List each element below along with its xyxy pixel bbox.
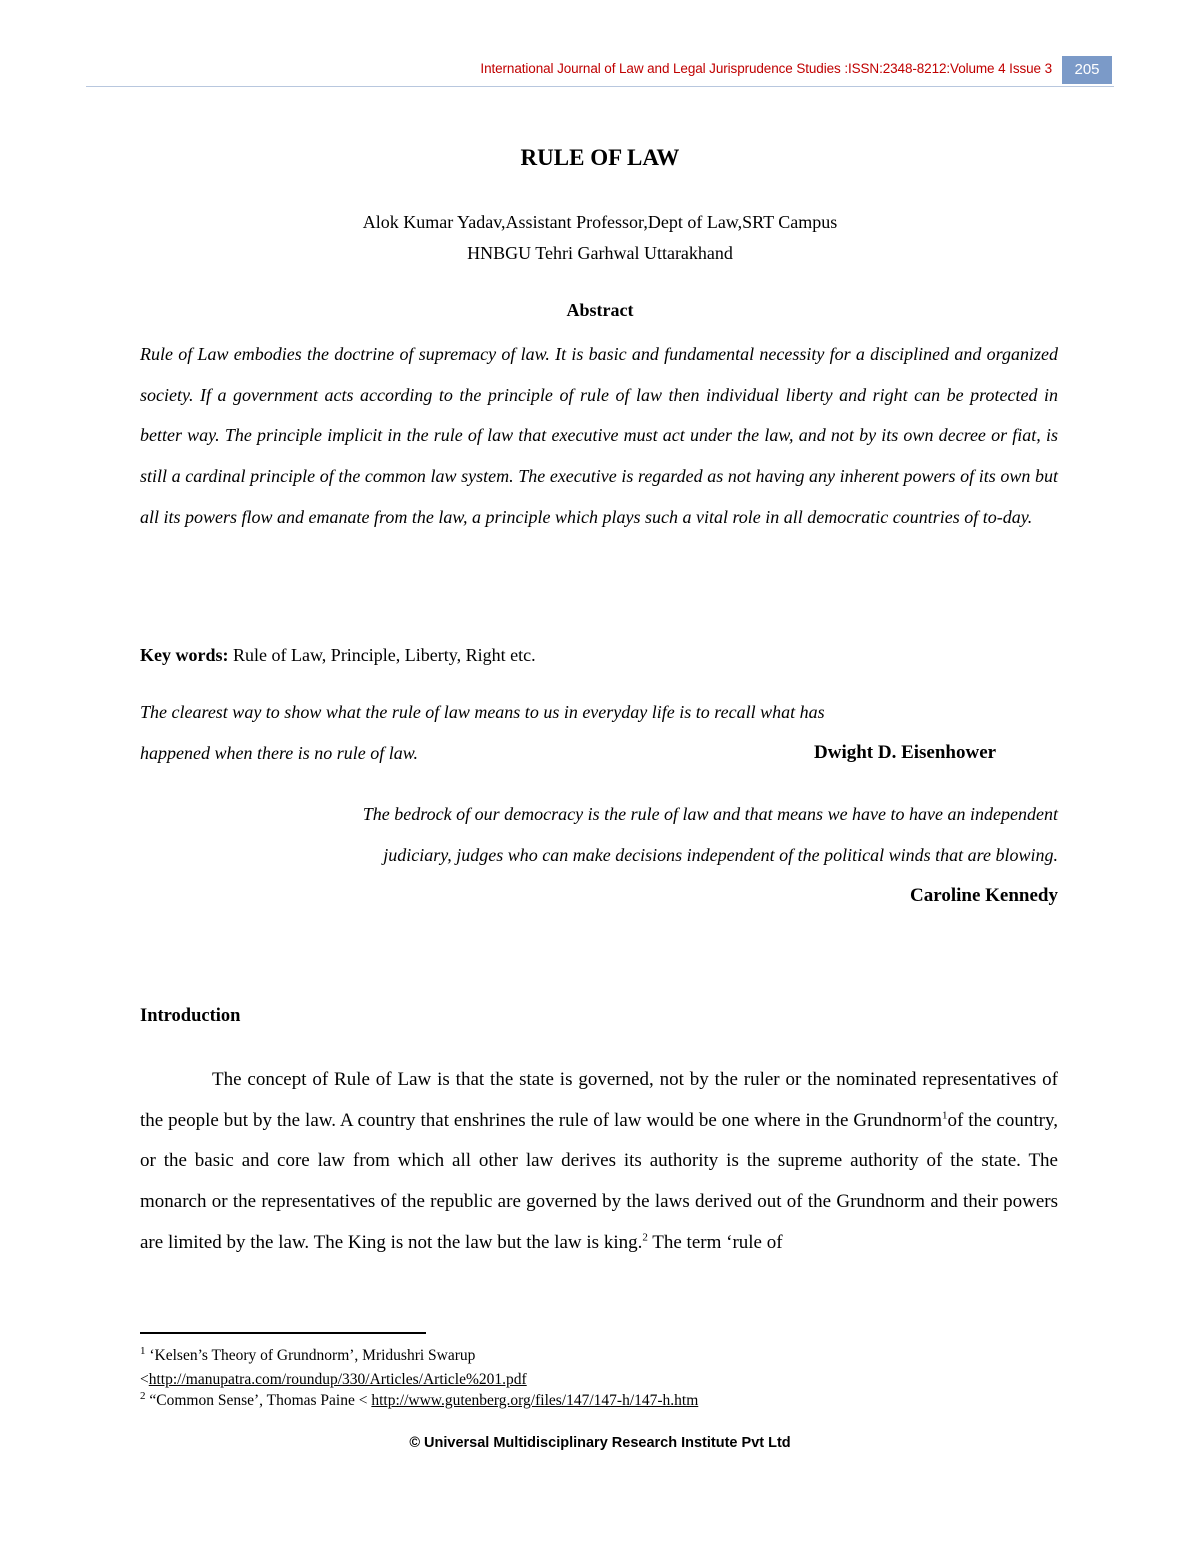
author-affiliation-line2: HNBGU Tehri Garhwal Uttarakhand — [467, 243, 733, 263]
footnote-divider — [140, 1332, 426, 1334]
quote-2-line-2: judiciary, judges who can make decisions independent of the political winds that are blowing. — [383, 845, 1058, 865]
quote-2-line-1: The bedrock of our democracy is the rule of law and that means we have to have an independent — [362, 804, 1058, 824]
footnote-1-text: ‘Kelsen’s Theory of Grundnorm’, Mridushri Swarup — [145, 1347, 476, 1364]
footnote-1-link-prefix: < — [140, 1371, 149, 1388]
keywords-text: Rule of Law, Principle, Liberty, Right etc. — [233, 645, 536, 665]
footnote-2-link[interactable]: http://www.gutenberg.org/files/147/147-h/147-h.htm — [371, 1392, 699, 1409]
abstract-heading: Abstract — [566, 300, 634, 320]
quote-2-author: Caroline Kennedy — [910, 885, 1058, 906]
intro-text-part-1: The concept of Rule of Law is that the state is governed, not by the ruler or the nominated representatives of the people but by the law. A country that enshrines the rule of law would be one where in the Grundnorm — [140, 1069, 1058, 1131]
header-divider — [86, 86, 1114, 87]
footnote-2-number: 2 — [140, 1389, 146, 1402]
introduction-heading: Introduction — [140, 1006, 241, 1026]
introduction-paragraph — [140, 1060, 1058, 1264]
quote-1-line-1: The clearest way to show what the rule of law means to us in everyday life is to recall what has — [140, 702, 825, 722]
author-affiliation-line1: Alok Kumar Yadav,Assistant Professor,Dept of Law,SRT Campus — [362, 212, 838, 232]
footnote-2 — [140, 1391, 698, 1411]
footnote-2-text: “Common Sense’, Thomas Paine < — [145, 1392, 372, 1409]
copyright-footer: © Universal Multidisciplinary Research Institute Pvt Ltd — [409, 1435, 791, 1451]
footnote-ref-1[interactable]: 1 — [942, 1109, 948, 1122]
intro-text-part-3: The term ‘rule of — [647, 1231, 783, 1253]
quote-1-line-2: happened when there is no rule of law. — [140, 743, 418, 763]
paper-title: RULE OF LAW — [520, 145, 680, 170]
footnote-1-number: 1 — [140, 1344, 146, 1357]
quote-1-author: Dwight D. Eisenhower — [814, 742, 997, 763]
footnote-1 — [140, 1346, 475, 1366]
keywords — [140, 645, 536, 666]
abstract-text: Rule of Law embodies the doctrine of supremacy of law. It is basic and fundamental necessity for a disciplined and organized society. If a government acts according to the principle of rule of law then individual liberty and right can be protected in better way. The principle implicit in the rule of law that executive must act under the law, and not by its own decree or fiat, is still a cardinal principle of the common law system. The executive is regarded as not having any inherent powers of its own but all its powers flow and emanate from the law, a principle which plays such a vital role in all democratic countries of to-day. — [140, 344, 1058, 527]
footnote-ref-2[interactable]: 2 — [642, 1231, 648, 1244]
keywords-label: Key words: — [140, 645, 229, 665]
footnote-1-link-line — [140, 1370, 527, 1390]
footnote-1-link[interactable]: http://manupatra.com/roundup/330/Articles/Article%201.pdf — [148, 1371, 527, 1388]
journal-header: International Journal of Law and Legal Jurisprudence Studies :ISSN:2348-8212:Volume 4 Issue 3 — [480, 61, 1052, 76]
intro-text-part-2: of the country, or the basic and core law from which all other law derives its authority is the supreme authority of the state. The monarch or the representatives of the republic are governed by the laws derived out of the Grundnorm and their powers are limited by the law. The King is not the law but the law is king. — [140, 1109, 1058, 1253]
page-number-badge: 205 — [1062, 56, 1112, 84]
